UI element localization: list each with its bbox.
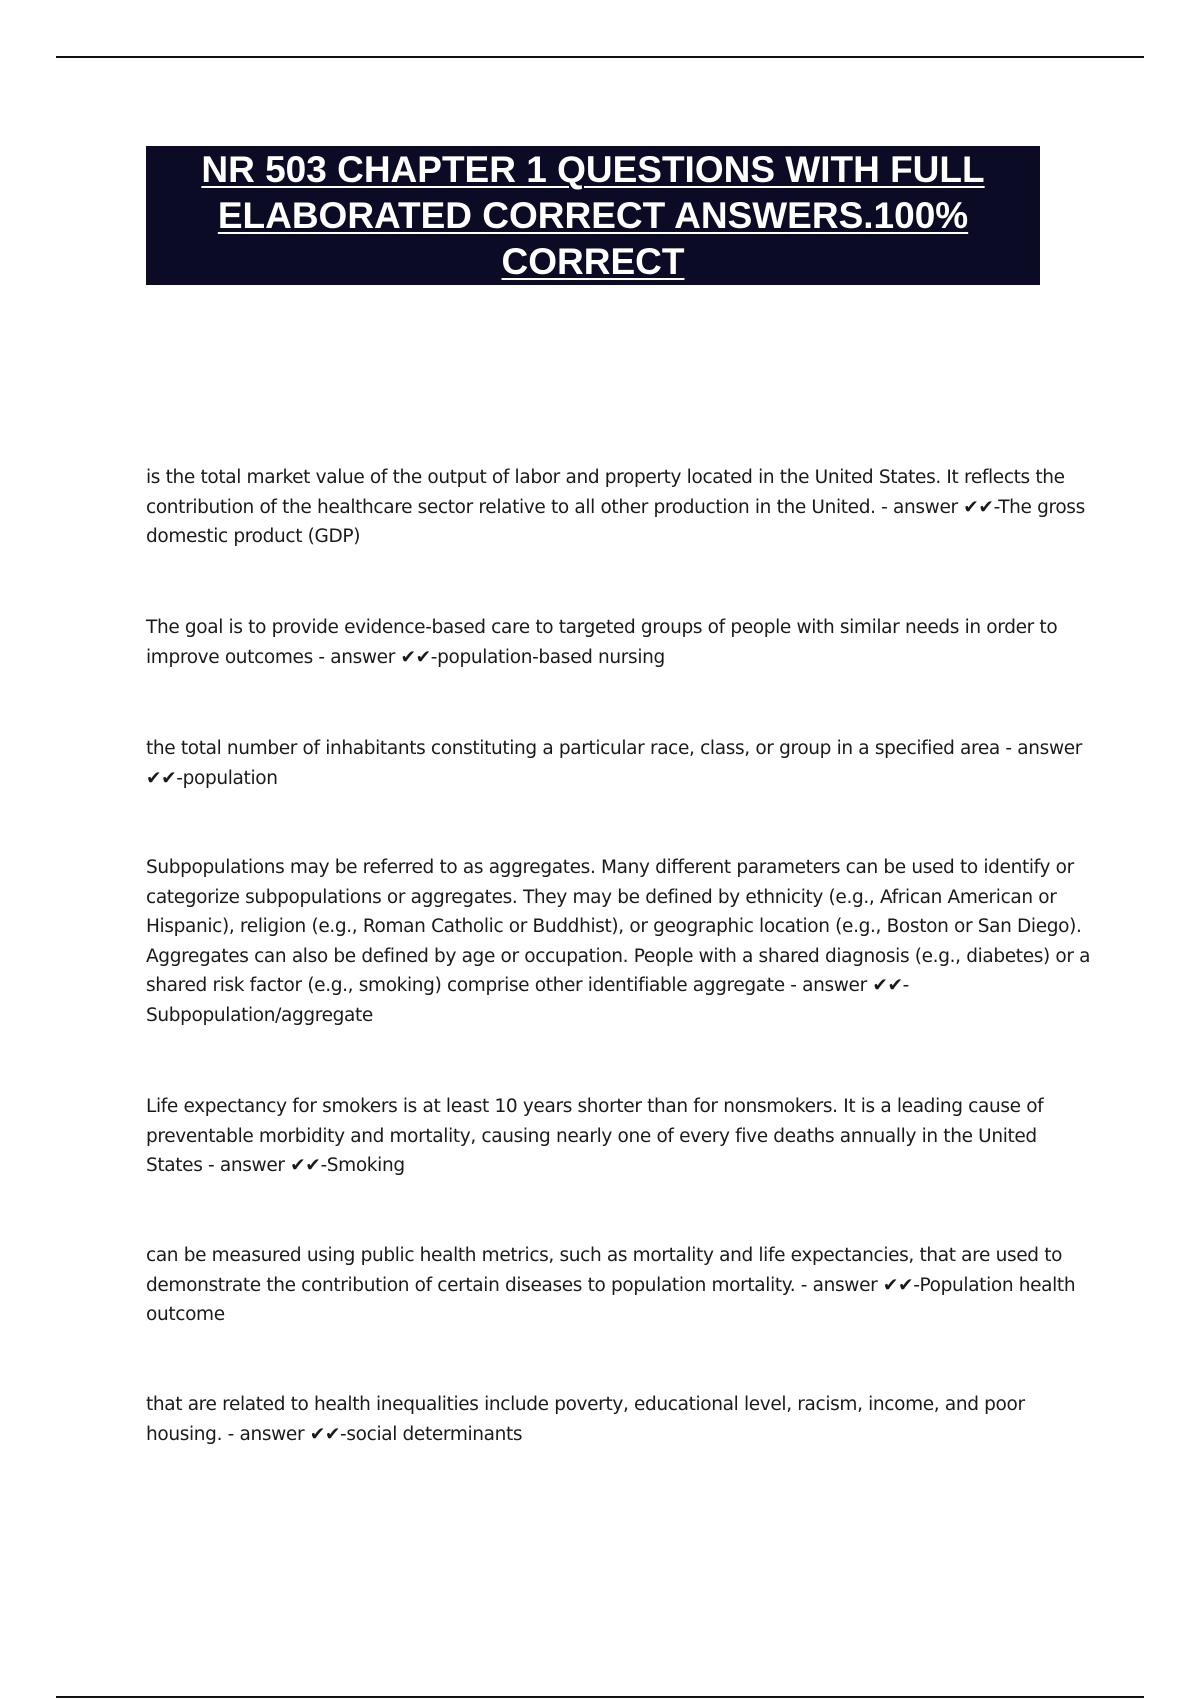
- qa-item-social-determinants: that are related to health inequalities include poverty, educational level, racism, income, and poor housing. - answer ✔✔-social determinants: [146, 1394, 1025, 1445]
- qa-item-population: the total number of inhabitants constituting a particular race, class, or group in a specified area - answer ✔✔-population: [146, 738, 1083, 789]
- qa-item-smoking: Life expectancy for smokers is at least 10 years shorter than for nonsmokers. It is a leading cause of preventable morbidity and mortality, causing nearly one of every five deaths annually in the United States - answer ✔✔-Smoking: [146, 1096, 1044, 1176]
- qa-item-population-health-outcome: can be measured using public health metrics, such as mortality and life expectancies, that are used to demonstrate the contribution of certain diseases to population mortality. - answer ✔✔-Population health outcome: [146, 1245, 1076, 1325]
- bottom-rule: [56, 1696, 1144, 1698]
- page-title: NR 503 CHAPTER 1 QUESTIONS WITH FULL ELABORATED CORRECT ANSWERS.100% CORRECT: [201, 148, 985, 282]
- qa-item-gdp: is the total market value of the output of labor and property located in the United States. It reflects the contribution of the healthcare sector relative to all other production in the United. - answer ✔✔-The gross domestic product (GDP): [146, 467, 1085, 547]
- qa-item-population-based-nursing: The goal is to provide evidence-based care to targeted groups of people with similar needs in order to improve outcomes - answer ✔✔-population-based nursing: [146, 617, 1058, 668]
- top-rule: [56, 56, 1144, 58]
- title-banner: [146, 146, 1040, 285]
- qa-item-subpopulation: Subpopulations may be referred to as aggregates. Many different parameters can be used to identify or categorize subpopulations or aggregates. They may be defined by ethnicity (e.g., African American or Hispanic), religion (e.g., Roman Catholic or Buddhist), or geographic location (e.g., Boston or San Diego). Aggregates can also be defined by age or occupation. People with a shared diagnosis (e.g., diabetes) or a shared risk factor (e.g., smoking) comprise other identifiable aggregate - answer ✔✔-Subpopulation/aggregate: [146, 857, 1091, 1026]
